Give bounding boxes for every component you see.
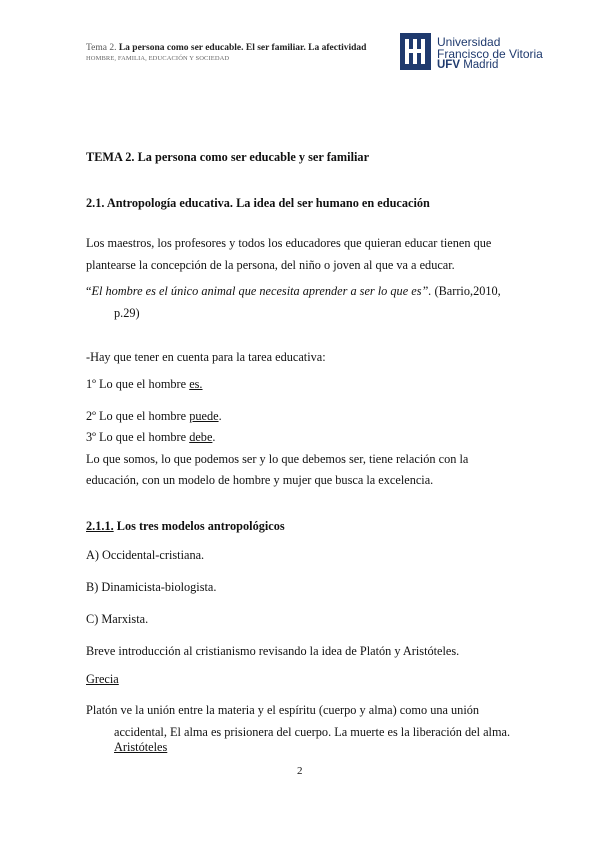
running-header-subtitle: HOMBRE, FAMILIA, EDUCACIÓN Y SOCIEDAD: [86, 55, 230, 62]
logo-line-1: Universidad: [437, 35, 501, 49]
model-b: B) Dinamicista-biologista.: [86, 580, 217, 594]
item-2-suffix: .: [218, 409, 222, 423]
item-3-keyword: debe: [189, 430, 213, 444]
subsection-title: [86, 519, 285, 533]
model-c: C) Marxista.: [86, 612, 149, 626]
platon-line-2: accidental, El alma es prisionera del cuerpo. La muerte es la liberación del alma.: [114, 725, 511, 739]
model-a: A) Occidental-cristiana.: [86, 548, 205, 562]
platon-line-1: Platón ve la unión entre la materia y el espíritu (cuerpo y alma) como una unión: [86, 703, 480, 717]
running-header-title: [86, 43, 366, 53]
list-item: [86, 377, 203, 391]
university-logo: [400, 33, 543, 73]
page-number: 2: [297, 765, 303, 777]
summary-line-2: educación, con un modelo de hombre y mujer que busca la excelencia.: [86, 473, 434, 487]
quote-open-mark: “: [86, 284, 92, 298]
ufv-logo-icon: [400, 33, 431, 70]
page-heading: TEMA 2. La persona como ser educable y ser familiar: [86, 150, 370, 164]
item-1-prefix: 1º Lo que el hombre: [86, 377, 190, 391]
breve-intro: Breve introducción al cristianismo revisando la idea de Platón y Aristóteles.: [86, 644, 460, 658]
intro-line-1: Los maestros, los profesores y todos los educadores que quieran educar tienen que: [86, 236, 492, 250]
heading-aristoteles: Aristóteles: [114, 740, 168, 754]
item-2-keyword: puede: [189, 409, 219, 423]
header-title-rest: La persona como ser educable. El ser familiar. La afectividad: [118, 43, 367, 53]
tarea-line: -Hay que tener en cuenta para la tarea educativa:: [86, 350, 326, 364]
item-3-prefix: 3º Lo que el hombre: [86, 430, 190, 444]
header-title-prefix: Tema 2.: [86, 43, 117, 53]
logo-line-3: [437, 59, 498, 71]
subsection-number: 2.1.1.: [86, 519, 114, 533]
quote-text: El hombre es el único animal que necesita aprender a ser lo que es”.: [91, 284, 432, 298]
list-item: [86, 409, 222, 423]
quote-reference-page: p.29): [114, 306, 140, 320]
heading-grecia: Grecia: [86, 672, 119, 686]
section-title: 2.1. Antropología educativa. La idea del ser humano en educación: [86, 196, 430, 210]
quote-reference: (Barrio,2010,: [431, 284, 501, 298]
logo-line-2: Francisco de Vitoria: [437, 47, 543, 61]
subsection-title-text: Los tres modelos antropológicos: [113, 519, 285, 533]
summary-line-1: Lo que somos, lo que podemos ser y lo que debemos ser, tiene relación con la: [86, 452, 469, 466]
item-2-prefix: 2º Lo que el hombre: [86, 409, 190, 423]
logo-ufv: UFV: [437, 59, 460, 71]
list-item: [86, 430, 215, 444]
item-1-keyword: es.: [189, 377, 203, 391]
item-3-suffix: .: [212, 430, 216, 444]
intro-line-2: plantearse la concepción de la persona, del niño o joven al que va a educar.: [86, 258, 455, 272]
quote: [86, 284, 501, 298]
logo-madrid: Madrid: [460, 59, 499, 71]
